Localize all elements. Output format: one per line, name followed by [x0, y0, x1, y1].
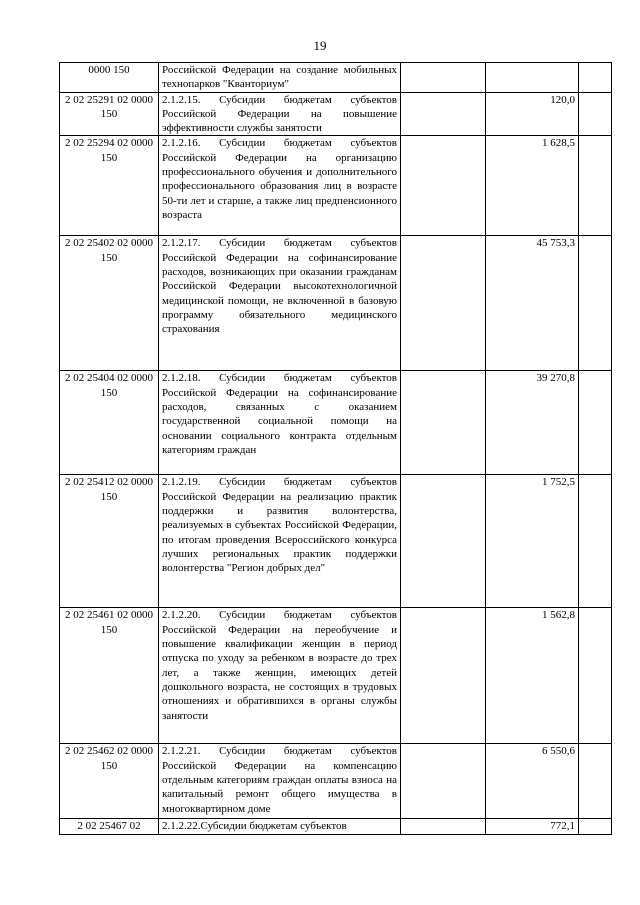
budget-code-cell: 0000 150	[60, 63, 159, 93]
amount-cell: 772,1	[486, 819, 579, 834]
empty-cell	[401, 819, 486, 834]
description-cell: 2.1.2.20. Субсидии бюджетам субъектов Российской Федерации на переобучение и повышение квалификации женщин в период отпуска по уходу за ребенком в возрасте до трех лет, а также женщин, имеющих детей дошкольного возраста, не состоящих в трудовых отношениях и обратившихся в органы службы занятости	[159, 608, 401, 744]
page-number: 19	[313, 38, 327, 53]
empty-cell	[579, 475, 612, 608]
budget-code-cell: 2 02 25462 02 0000 150	[60, 744, 159, 819]
empty-cell	[401, 744, 486, 819]
budget-code-cell: 2 02 25461 02 0000 150	[60, 608, 159, 744]
empty-cell	[401, 92, 486, 136]
description-cell: 2.1.2.18. Субсидии бюджетам субъектов Российской Федерации на софинансирование расходов, связанных с оказанием государственной социальной помощи на основании социального контракта отдельным категориям граждан	[159, 371, 401, 475]
amount-cell: 6 550,6	[486, 744, 579, 819]
empty-cell	[401, 136, 486, 236]
amount-cell: 120,0	[486, 92, 579, 136]
empty-cell	[401, 371, 486, 475]
empty-cell	[401, 475, 486, 608]
amount-cell: 1 628,5	[486, 136, 579, 236]
table-row	[60, 744, 612, 819]
budget-code-cell: 2 02 25404 02 0000 150	[60, 371, 159, 475]
amount-cell: 1 562,8	[486, 608, 579, 744]
empty-cell	[579, 608, 612, 744]
amount-cell	[486, 63, 579, 93]
amount-cell: 39 270,8	[486, 371, 579, 475]
budget-table	[59, 62, 612, 835]
table-row	[60, 819, 612, 834]
description-cell: Российской Федерации на создание мобильных технопарков "Кванториум"	[159, 63, 401, 93]
table-row	[60, 236, 612, 371]
empty-cell	[579, 371, 612, 475]
empty-cell	[579, 136, 612, 236]
amount-cell: 1 752,5	[486, 475, 579, 608]
empty-cell	[579, 236, 612, 371]
description-cell: 2.1.2.22.Субсидии бюджетам субъектов	[159, 819, 401, 834]
table-row	[60, 92, 612, 136]
table-row	[60, 475, 612, 608]
empty-cell	[579, 92, 612, 136]
empty-cell	[579, 819, 612, 834]
amount-cell: 45 753,3	[486, 236, 579, 371]
description-cell: 2.1.2.15. Субсидии бюджетам субъектов Российской Федерации на повышение эффективности службы занятости	[159, 92, 401, 136]
description-cell: 2.1.2.19. Субсидии бюджетам субъектов Российской Федерации на реализацию практик поддержки и развития волонтерства, реализуемых в субъектах Российской Федерации, по итогам проведения Всероссийского конкурса лучших региональных практик поддержки волонтерства "Регион добрых дел"	[159, 475, 401, 608]
budget-code-cell: 2 02 25294 02 0000 150	[60, 136, 159, 236]
budget-code-cell: 2 02 25467 02	[60, 819, 159, 834]
table-row	[60, 63, 612, 93]
budget-code-cell: 2 02 25412 02 0000 150	[60, 475, 159, 608]
empty-cell	[401, 236, 486, 371]
empty-cell	[401, 608, 486, 744]
empty-cell	[401, 63, 486, 93]
table-row	[60, 608, 612, 744]
description-cell: 2.1.2.16. Субсидии бюджетам субъектов Российской Федерации на организацию профессионального обучения и дополнительного профессионального образования лиц в возрасте 50-ти лет и старше, а также лиц предпенсионного возраста	[159, 136, 401, 236]
description-cell: 2.1.2.21. Субсидии бюджетам субъектов Российской Федерации на компенсацию отдельным категориям граждан оплаты взноса на капитальный ремонт общего имущества в многоквартирном доме	[159, 744, 401, 819]
empty-cell	[579, 744, 612, 819]
description-cell: 2.1.2.17. Субсидии бюджетам субъектов Российской Федерации на софинансирование расходов, возникающих при оказании гражданам Российской Федерации высокотехнологичной медицинской помощи, не включенной в базовую программу обязательного медицинского страхования	[159, 236, 401, 371]
budget-code-cell: 2 02 25402 02 0000 150	[60, 236, 159, 371]
budget-code-cell: 2 02 25291 02 0000 150	[60, 92, 159, 136]
table-row	[60, 136, 612, 236]
empty-cell	[579, 63, 612, 93]
table-row	[60, 371, 612, 475]
